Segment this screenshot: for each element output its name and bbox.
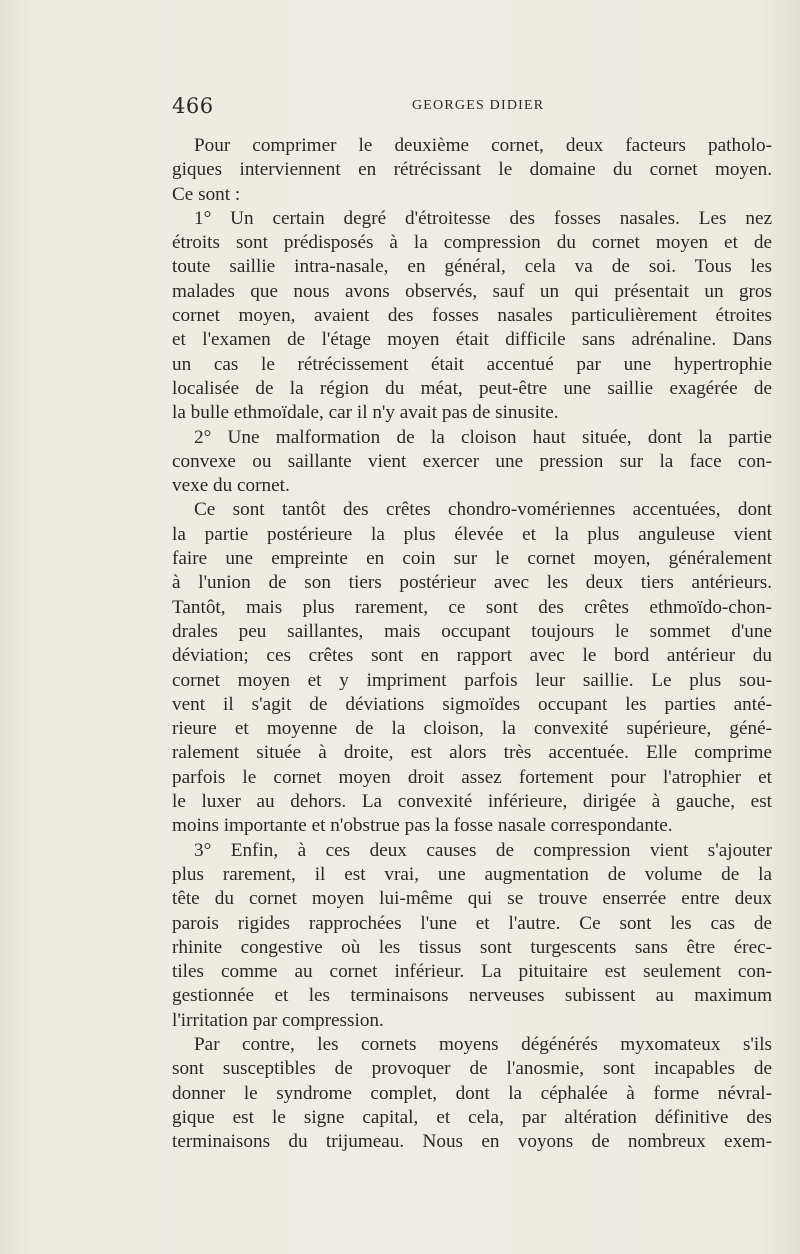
- text-line: rieure et moyenne de la cloison, la convexité supérieure, géné-: [172, 718, 772, 740]
- text-line: un cas le rétrécissement était accentué par une hypertrophie: [172, 353, 772, 375]
- page-number: 466: [172, 94, 214, 118]
- text-line: terminaisons du trijumeau. Nous en voyons de nombreux exem-: [172, 1131, 772, 1153]
- text-line: tiles comme au cornet inférieur. La pituitaire est seulement con-: [172, 961, 772, 983]
- text-line: malades que nous avons observés, sauf un qui présentait un gros: [172, 280, 772, 302]
- text-line: ralement située à droite, est alors très accentuée. Elle comprime: [172, 742, 772, 764]
- text-line: l'irritation par compression.: [172, 1009, 384, 1031]
- text-line: donner le syndrome complet, dont la céphalée à forme névral-: [172, 1082, 772, 1104]
- text-line: cornet moyen et y impriment parfois leur saillie. Le plus sou-: [172, 669, 772, 691]
- text-line: gestionnée et les terminaisons nerveuses subissent au maximum: [172, 985, 772, 1007]
- text-line: cornet moyen, avaient des fosses nasales particulièrement étroites: [172, 305, 772, 327]
- text-line: 1° Un certain degré d'étroitesse des fosses nasales. Les nez: [194, 207, 772, 229]
- text-line: convexe ou saillante vient exercer une pression sur la face con-: [172, 450, 772, 472]
- text-line: Ce sont :: [172, 183, 241, 205]
- text-line: déviation; ces crêtes sont en rapport avec le bord antérieur du: [172, 645, 772, 667]
- text-line: vexe du cornet.: [172, 475, 290, 497]
- text-line: 2° Une malformation de la cloison haut située, dont la partie: [194, 426, 772, 448]
- text-line: rhinite congestive où les tissus sont turgescents sans être érec-: [172, 936, 772, 958]
- text-line: le luxer au dehors. La convexité inférieure, dirigée à gauche, est: [172, 791, 772, 813]
- text-line: et l'examen de l'étage moyen était difficile sans adrénaline. Dans: [172, 329, 772, 351]
- text-line: Tantôt, mais plus rarement, ce sont des crêtes ethmoïdo-chon-: [172, 596, 772, 618]
- text-line: parfois le cornet moyen droit assez fortement pour l'atrophier et: [172, 766, 772, 788]
- text-line: Ce sont tantôt des crêtes chondro-vomériennes accentuées, dont: [194, 499, 772, 521]
- page-header: [172, 94, 772, 124]
- text-line: faire une empreinte en coin sur le cornet moyen, généralement: [172, 548, 772, 570]
- text-line: Par contre, les cornets moyens dégénérés myxomateux s'ils: [194, 1033, 772, 1055]
- text-line: moins importante et n'obstrue pas la fosse nasale correspondante.: [172, 815, 673, 837]
- text-line: étroits sont prédisposés à la compression du cornet moyen et de: [172, 232, 772, 254]
- text-line: la bulle ethmoïdale, car il n'y avait pas de sinusite.: [172, 402, 559, 424]
- text-line: plus rarement, il est vrai, une augmentation de volume de la: [172, 863, 772, 885]
- text-line: toute saillie intra-nasale, en général, cela va de soi. Tous les: [172, 256, 772, 278]
- text-line: tête du cornet moyen lui-même qui se trouve enserrée entre deux: [172, 888, 772, 910]
- text-line: gique est le signe capital, et cela, par altération définitive des: [172, 1106, 772, 1128]
- text-line: sont susceptibles de provoquer de l'anosmie, sont incapables de: [172, 1058, 772, 1080]
- text-line: la partie postérieure la plus élevée et la plus anguleuse vient: [172, 523, 772, 545]
- text-line: localisée de la région du méat, peut-être une saillie exagérée de: [172, 377, 772, 399]
- running-head: GEORGES DIDIER: [412, 98, 545, 113]
- text-line: drales peu saillantes, mais occupant toujours le sommet d'une: [172, 620, 772, 642]
- body-text: [172, 134, 772, 1154]
- text-line: parois rigides rapprochées l'une et l'autre. Ce sont les cas de: [172, 912, 772, 934]
- text-line: giques interviennent en rétrécissant le domaine du cornet moyen.: [172, 159, 772, 181]
- text-line: vent il s'agit de déviations sigmoïdes occupant les parties anté-: [172, 693, 772, 715]
- text-line: 3° Enfin, à ces deux causes de compression vient s'ajouter: [194, 839, 772, 861]
- text-line: à l'union de son tiers postérieur avec les deux tiers antérieurs.: [172, 572, 772, 594]
- text-line: Pour comprimer le deuxième cornet, deux facteurs patholo-: [194, 135, 772, 156]
